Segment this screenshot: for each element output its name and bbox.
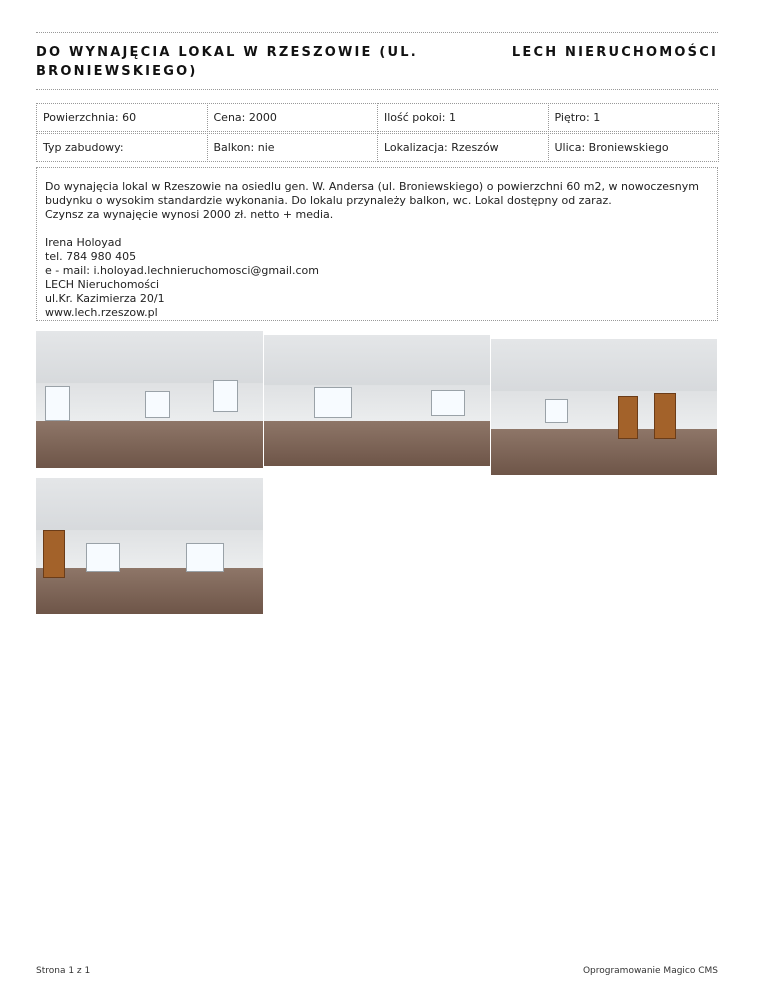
room-photo-2[interactable]	[264, 335, 490, 466]
room-photo-1[interactable]	[36, 331, 263, 468]
detail-street: Ulica: Broniewskiego	[548, 133, 720, 162]
room-photo-3[interactable]	[491, 339, 717, 475]
contact-website: www.lech.rzeszow.pl	[45, 306, 158, 319]
detail-building-type: Typ zabudowy:	[36, 133, 208, 162]
company-name: LECH NIERUCHOMOŚCI	[511, 45, 718, 60]
details-row	[36, 133, 718, 161]
contact-address: ul.Kr. Kazimierza 20/1	[45, 292, 165, 305]
details-table	[36, 103, 718, 161]
detail-price: Cena: 2000	[207, 103, 379, 132]
description-text: Do wynajęcia lokal w Rzeszowie na osiedlu gen. W. Andersa (ul. Broniewskiego) o powierzchni 60 m2, w nowoczesnym budynku o wysokim standardzie wykonania. Do lokalu przynależy balkon, wc. Lokal dostępny od zaraz.	[45, 180, 699, 207]
detail-rooms: Ilość pokoi: 1	[377, 103, 549, 132]
rent-text: Czynsz za wynajęcie wynosi 2000 zł. netto + media.	[45, 208, 334, 221]
description-box	[36, 167, 718, 321]
page-title: DO WYNAJĘCIA LOKAL W RZESZOWIE (UL. BRONIEWSKIEGO)	[36, 45, 418, 79]
detail-balcony: Balkon: nie	[207, 133, 379, 162]
contact-company: LECH Nieruchomości	[45, 278, 160, 291]
page-number: Strona 1 z 1	[36, 966, 91, 976]
detail-floor: Piętro: 1	[548, 103, 720, 132]
header-divider	[36, 89, 718, 90]
details-row	[36, 103, 718, 131]
software-credit: Oprogramowanie Magico CMS	[582, 966, 718, 976]
top-divider	[36, 32, 718, 33]
page-header	[36, 34, 718, 86]
detail-area: Powierzchnia: 60	[36, 103, 208, 132]
detail-location: Lokalizacja: Rzeszów	[377, 133, 549, 162]
contact-email: e - mail: i.holoyad.lechnieruchomosci@gmail.com	[45, 264, 319, 277]
contact-name: Irena Holoyad	[45, 236, 122, 249]
room-photo-4[interactable]	[36, 478, 263, 614]
contact-phone: tel. 784 980 405	[45, 250, 137, 263]
